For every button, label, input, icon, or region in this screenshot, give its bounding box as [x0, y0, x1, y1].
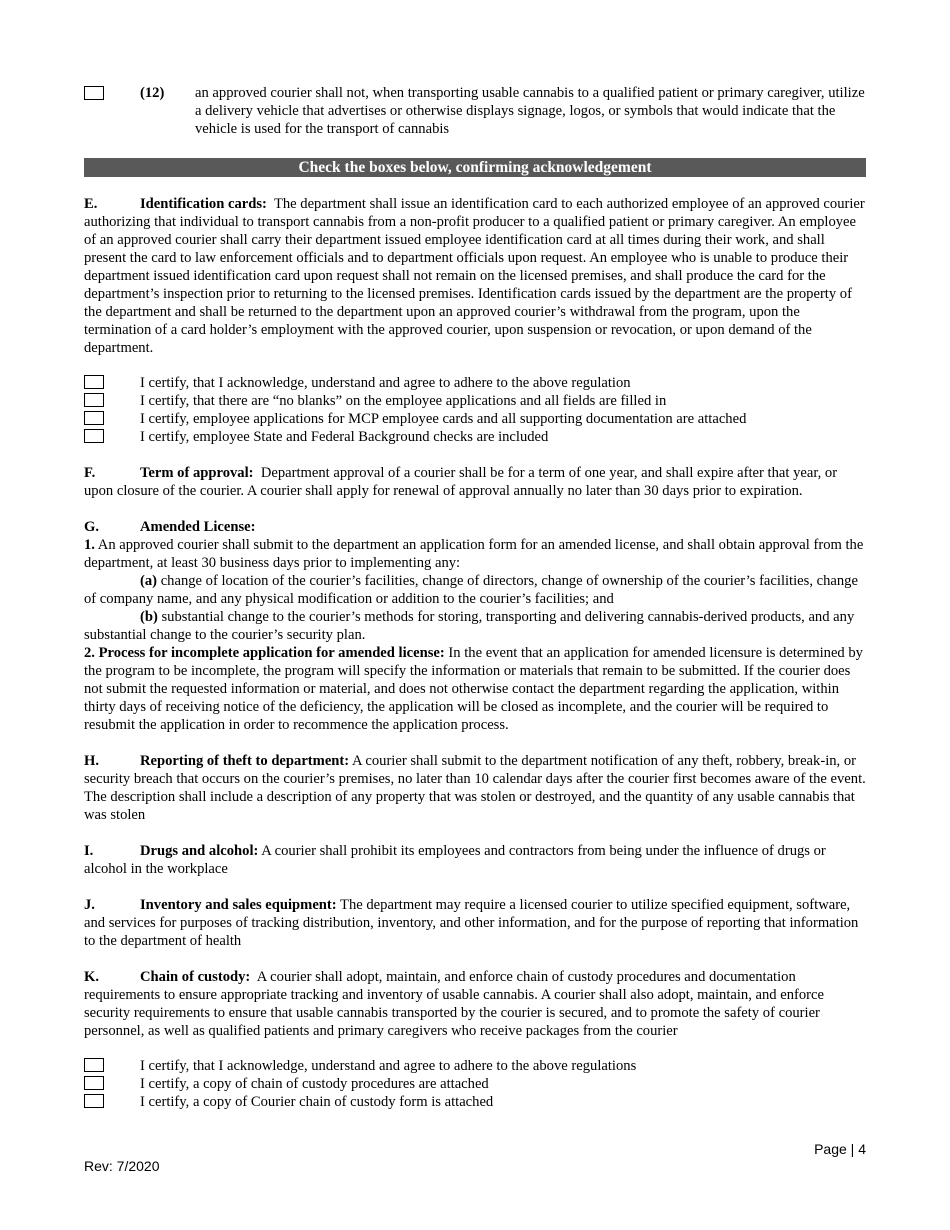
certification-text: I certify, that I acknowledge, understand and agree to adhere to the above regulation [140, 375, 631, 391]
certify-checkbox[interactable] [84, 1094, 104, 1108]
section-g-p2: In the event that an application for amended licensure is determined by the program to be incomplete, the program will specify the information or materials that remain to be submitted. If the courier does not submit the requested information or material, and does not otherwise contact the department regarding the application, within thirty days of receiving notice of the deficiency, the application will be closed as incomplete, and the courier will be required to resubmit the application in order to recommence the application process. [84, 645, 863, 733]
certification-text: I certify, employee State and Federal Background checks are included [140, 429, 549, 445]
section-f-body: Department approval of a courier shall be for a term of one year, and shall expire after that year, or upon closure of the courier. A courier shall apply for renewal of approval annually no later than 30 days prior to expiration. [84, 465, 838, 499]
section-i-label: I. [84, 843, 94, 859]
certification-text: I certify, that there are “no blanks” on the employee applications and all fields are filled in [140, 393, 667, 409]
certification-item [84, 428, 866, 446]
item-12-checkbox[interactable] [84, 86, 104, 100]
certification-item [84, 1093, 866, 1111]
section-g [84, 518, 866, 734]
revision-date: Rev: 7/2020 [84, 1158, 160, 1174]
section-i-body: A courier shall prohibit its employees and contractors from being under the influence of drugs or alcohol in the workplace [84, 843, 826, 877]
page-number: Page | 4 [814, 1141, 866, 1157]
section-g-p1-number: 1. [84, 537, 95, 553]
certification-item [84, 1075, 866, 1093]
section-k-title: Chain of custody: [140, 969, 251, 985]
section-e-certifications [84, 374, 866, 446]
certify-checkbox[interactable] [84, 1058, 104, 1072]
certify-checkbox[interactable] [84, 429, 104, 443]
section-f-label: F. [84, 465, 96, 481]
section-g-label: G. [84, 519, 99, 535]
section-j [84, 896, 866, 950]
section-j-title: Inventory and sales equipment: [140, 897, 337, 913]
certification-item [84, 410, 866, 428]
section-k-body: A courier shall adopt, maintain, and enforce chain of custody procedures and documentation requirements to ensure appropriate tracking and inventory of usable cannabis. A courier shall also adopt, maintain, and enforce security requirements to ensure that usable cannabis transported by the courier is secured, and to promote the safety of courier personnel, as well as qualified patients and primary caregivers who receive packages from the courier [84, 969, 824, 1039]
section-i-title: Drugs and alcohol: [140, 843, 259, 859]
section-h [84, 752, 866, 824]
certify-checkbox[interactable] [84, 393, 104, 407]
section-g-p2-title: 2. Process for incomplete application for amended license: [84, 645, 445, 661]
section-e-label: E. [84, 196, 98, 212]
section-k [84, 968, 866, 1040]
certification-item [84, 374, 866, 392]
certify-checkbox[interactable] [84, 411, 104, 425]
section-g-p1: An approved courier shall submit to the department an application form for an amended license, and shall obtain approval from the department, at least 30 business days prior to implementing any: [84, 537, 864, 571]
section-j-body: The department may require a licensed courier to utilize specified equipment, software, and services for purposes of tracking distribution, inventory, and other information, and for the purpose of reporting that information to the department of health [84, 897, 859, 949]
section-e-body: The department shall issue an identification card to each authorized employee of an approved courier authorizing that individual to transport cannabis from a non-profit producer to a qualified patient or primary caregiver. An employee of an approved courier shall carry their department issued employee identification card at all times during their work, and shall present the card to law enforcement officials and to department officials upon request. An employee who is unable to produce their department issued identification card upon request shall not remain on the licensed premises, and shall produce the card for the department’s inspection prior to returning to the licensed premises. Identification cards issued by the department are the property of the department and shall be returned to the department upon an approved courier’s withdrawal from the program, upon the termination of a card holder’s employment with the approved courier, upon suspension or revocation, or upon demand of the department. [84, 196, 865, 356]
certification-text: I certify, a copy of Courier chain of custody form is attached [140, 1094, 494, 1110]
item-12 [84, 84, 866, 138]
section-j-label: J. [84, 897, 95, 913]
certification-item [84, 392, 866, 410]
section-f-title: Term of approval: [140, 465, 254, 481]
item-12-text: an approved courier shall not, when transporting usable cannabis to a qualified patient or primary caregiver, utilize a delivery vehicle that advertises or otherwise displays signage, logos, or symbols that would indicate that the vehicle is used for the transport of cannabis [195, 85, 865, 137]
document-page [84, 84, 866, 1111]
section-h-title: Reporting of theft to department: [140, 753, 350, 769]
section-k-label: K. [84, 969, 99, 985]
section-e-title: Identification cards: [140, 196, 267, 212]
section-h-label: H. [84, 753, 99, 769]
certification-text: I certify, employee applications for MCP employee cards and all supporting documentation are attached [140, 411, 747, 427]
certify-checkbox[interactable] [84, 375, 104, 389]
certification-item [84, 1057, 866, 1075]
certification-text: I certify, a copy of chain of custody procedures are attached [140, 1076, 489, 1092]
certification-text: I certify, that I acknowledge, understand and agree to adhere to the above regulations [140, 1058, 637, 1074]
section-e [84, 195, 866, 357]
section-f [84, 464, 866, 500]
section-i [84, 842, 866, 878]
item-12-number: (12) [140, 85, 165, 101]
section-g-b-number: (b) [140, 609, 158, 625]
section-g-title: Amended License: [140, 519, 256, 535]
section-g-a: change of location of the courier’s facilities, change of directors, change of ownership of the courier’s facilities, change of company name, and any physical modification or addition to the courier’s facilities; and [84, 573, 858, 607]
section-h-body: A courier shall submit to the department notification of any theft, robbery, break-in, or security breach that occurs on the courier’s premises, no later than 10 calendar days after the courier first becomes aware of the event. The description shall include a description of any property that was stolen or destroyed, and the quantity of any usable cannabis that was stolen [84, 753, 866, 823]
section-g-a-number: (a) [140, 573, 158, 589]
section-g-b: substantial change to the courier’s methods for storing, transporting and delivering cannabis-derived products, and any substantial change to the courier’s security plan. [84, 609, 855, 643]
acknowledgement-banner: Check the boxes below, confirming acknowledgement [84, 158, 866, 177]
section-k-certifications [84, 1057, 866, 1111]
certify-checkbox[interactable] [84, 1076, 104, 1090]
